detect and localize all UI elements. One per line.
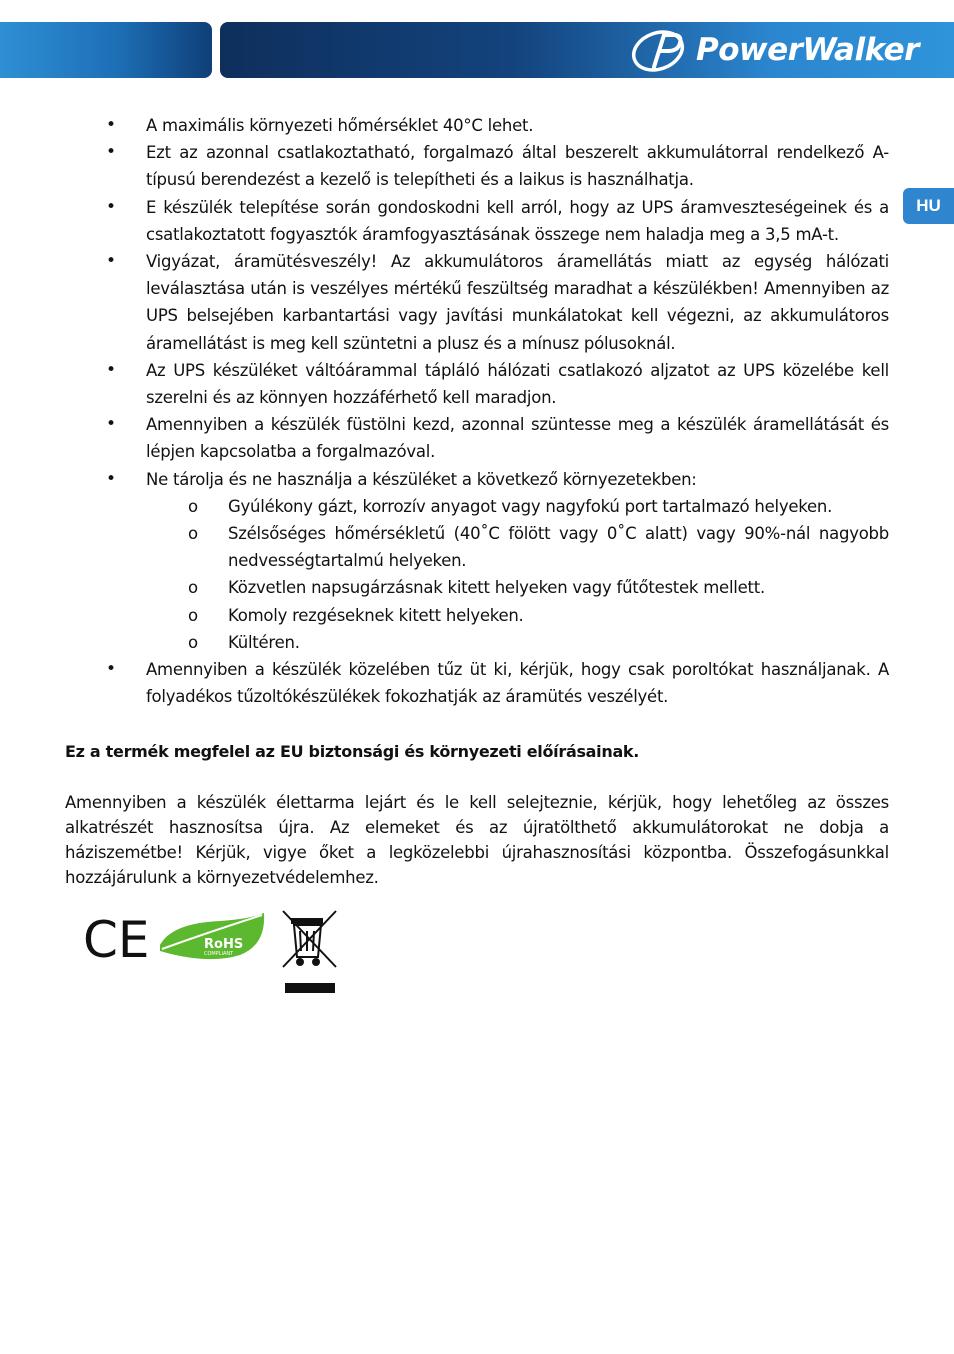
sub-list-item: o Gyúlékony gázt, korrozív anyagot vagy nagyfokú port tartalmazó helyeken. [228, 493, 889, 520]
safety-instructions [0, 112, 954, 710]
list-item-label: Ne tárolja és ne használja a készüléket a következő környezetekben: [146, 469, 697, 489]
svg-text:CE: CE [83, 911, 150, 969]
powerwalker-logo-icon [630, 27, 690, 73]
sub-list-item: o Szélsőséges hőmérsékletű (40˚C fölött vagy 0˚C alatt) vagy 90%-nál nagyobb nedvességtartalmú helyeken. [228, 520, 889, 574]
certification-marks [80, 905, 360, 1000]
rohs-leaf-icon [160, 913, 264, 959]
bullet-list [0, 112, 954, 710]
brand-logo [630, 26, 950, 74]
list-item: • Amennyiben a készülék füstölni kezd, azonnal szüntesse meg a készülék áramellátását és lépjen kapcsolatba a forgalmazóval. [146, 411, 889, 465]
sub-list-item: o Kültéren. [228, 629, 889, 656]
compliance-statement: Ez a termék megfelel az EU biztonsági és környezeti előírásainak. [65, 742, 640, 761]
list-item-environments [146, 466, 889, 656]
disposal-paragraph: Amennyiben a készülék élettarma lejárt és le kell selejteznie, kérjük, hogy lehetőleg az összes alkatrészét hasznosítsa újra. Az elemeket és az újratölthető akkumulátorokat ne dobja a háziszemétbe! Kérjük, vigye őket a legközelebbi újrahasznosítási központba. Összefogásunkkal hozzájárulunk a környezetvédelemhez. [65, 793, 889, 887]
sub-list-item: o Közvetlen napsugárzásnak kitett helyeken vagy fűtőtestek mellett. [228, 574, 889, 601]
weee-bin-icon [283, 911, 336, 993]
list-item: • Amennyiben a készülék közelében tűz üt ki, kérjük, hogy csak poroltókat használjanak. A folyadékos tűzoltókészülékek fokozhatják az áramütés veszélyét. [146, 656, 889, 710]
language-tab[interactable]: HU [903, 188, 954, 224]
list-item: • Az UPS készüléket váltóárammal tápláló hálózati csatlakozó aljzatot az UPS közelébe kell szerelni és az könnyen hozzáférhető kell maradjon. [146, 357, 889, 411]
list-item: • Ezt az azonnal csatlakoztatható, forgalmazó által beszerelt akkumulátorral rendelkező A-típusú berendezést a kezelő is telepítheti és a laikus is használhatja. [146, 139, 889, 193]
svg-text:RoHS: RoHS [204, 937, 244, 952]
ce-mark-icon [83, 911, 150, 969]
svg-text:COMPLIANT: COMPLIANT [204, 951, 234, 957]
sub-list-item: o Komoly rezgéseknek kitett helyeken. [228, 602, 889, 629]
sub-bullet-list [146, 493, 889, 656]
brand-name: PowerWalker [696, 32, 919, 68]
header-banner-left [0, 22, 212, 78]
list-item: • A maximális környezeti hőmérséklet 40°C lehet. [146, 112, 889, 139]
list-item: • Vigyázat, áramütésveszély! Az akkumulátoros áramellátás miatt az egység hálózati leválasztása után is veszélyes mértékű feszültség maradhat a készülékben! Amennyiben az UPS belsejében karbantartási vagy javítási munkálatokat kell végezni, az akkumulátoros áramellátást is meg kell szüntetni a plusz és a mínusz pólusoknál. [146, 248, 889, 357]
list-item: • E készülék telepítése során gondoskodni kell arról, hogy az UPS áramveszteségeinek és a csatlakoztatott fogyasztók áramfogyasztásának összege nem haladja meg a 3,5 mA-t. [146, 194, 889, 248]
